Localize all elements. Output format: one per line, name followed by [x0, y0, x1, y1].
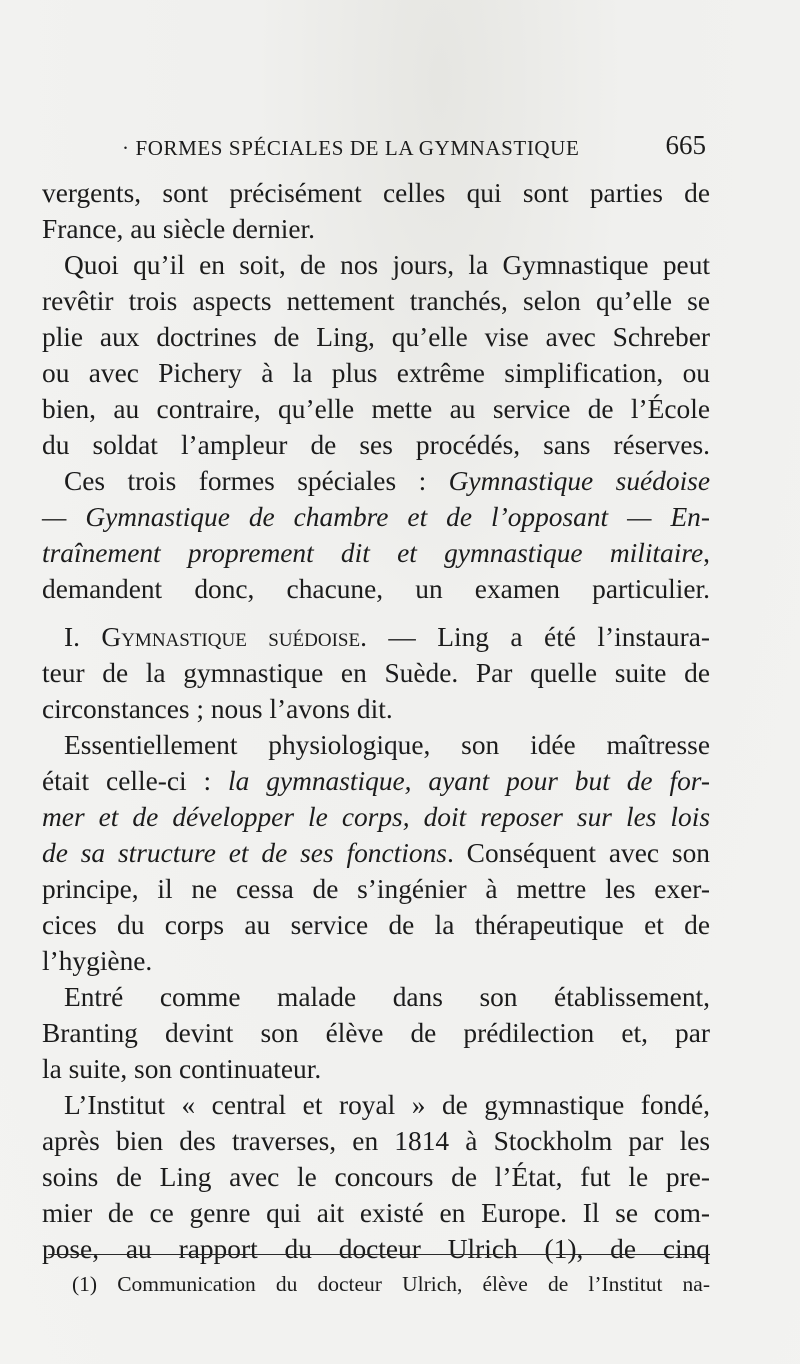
text-line	[42, 835, 710, 871]
text-segment: . Conséquent avec son	[446, 838, 710, 868]
text-line: Branting devint son élève de prédilection et, par	[42, 1018, 710, 1048]
text-segment: . — Ling a été l’instaura-	[360, 622, 710, 652]
text-segment: Ces trois formes spéciales :	[64, 466, 449, 496]
text-line: circonstances ; nous l’avons dit.	[42, 694, 393, 724]
text-line	[42, 619, 710, 655]
italic-text: traînement proprement dit et gymnastique militaire	[42, 538, 704, 568]
text-line: soins de Ling avec le concours de l’État, fut le pre-	[42, 1162, 710, 1192]
page-header	[100, 128, 706, 172]
text-line: France, au siècle dernier.	[42, 214, 316, 244]
text-line	[42, 763, 710, 799]
body-text	[42, 175, 710, 1267]
footnote-rule	[48, 1254, 710, 1255]
text-line: du soldat l’ampleur de ses procédés, sans réserves.	[42, 430, 710, 460]
text-line: demandent donc, chacune, un examen particulier.	[42, 574, 710, 604]
section-gap	[42, 607, 710, 619]
text-line: Entré comme malade dans son établissement,	[64, 982, 710, 1012]
text-line: Quoi qu’il en soit, de nos jours, la Gymnastique peut	[64, 250, 710, 280]
text-line: principe, il ne cessa de s’ingénier à mettre les exer-	[42, 874, 710, 904]
italic-text: mer et de développer le corps, doit reposer sur les lois	[42, 802, 710, 832]
text-line	[42, 499, 710, 535]
text-segment: était celle-ci :	[42, 766, 229, 796]
text-line: pose, au rapport du docteur Ulrich (1), de cinq	[42, 1234, 710, 1264]
text-line: ou avec Pichery à la plus extrême simplification, ou	[42, 358, 710, 388]
text-segment: I.	[64, 622, 102, 652]
text-line	[42, 463, 710, 499]
text-line: mier de ce genre qui ait existé en Europe. Il se com-	[42, 1198, 710, 1228]
text-line: revêtir trois aspects nettement tranchés, selon qu’elle se	[42, 286, 710, 316]
text-line: l’hygiène.	[42, 946, 153, 976]
section-heading: Gymnastique suédoise	[101, 622, 361, 652]
italic-text: de sa structure et de ses fonctions	[42, 838, 447, 868]
text-line: la suite, son continuateur.	[42, 1054, 322, 1084]
italic-text: la gymnastique, ayant pour but de for-	[228, 766, 710, 796]
text-line: plie aux doctrines de Ling, qu’elle vise avec Schreber	[42, 322, 710, 352]
text-line: teur de la gymnastique en Suède. Par quelle suite de	[42, 658, 710, 688]
text-line: vergents, sont précisément celles qui sont parties de	[42, 178, 710, 208]
text-segment: ,	[703, 538, 710, 568]
text-line	[42, 535, 710, 571]
page-number: 665	[665, 130, 706, 160]
text-line: Essentiellement physiologique, son idée maîtresse	[64, 730, 710, 760]
text-line: cices du corps au service de la thérapeutique et de	[42, 910, 710, 940]
footnote: (1) Communication du docteur Ulrich, élève de l’Institut na-	[72, 1272, 710, 1296]
text-line: après bien des traverses, en 1814 à Stockholm par les	[42, 1126, 710, 1156]
running-title: · FORMES SPÉCIALES DE LA GYMNASTIQUE	[122, 136, 580, 160]
text-line: L’Institut « central et royal » de gymnastique fondé,	[64, 1090, 710, 1120]
italic-text: Gymnastique suédoise	[448, 466, 710, 496]
italic-text: — Gymnastique de chambre et de l’opposant — En-	[42, 502, 710, 532]
text-line: bien, au contraire, qu’elle mette au service de l’École	[42, 394, 710, 424]
text-line	[42, 799, 710, 835]
